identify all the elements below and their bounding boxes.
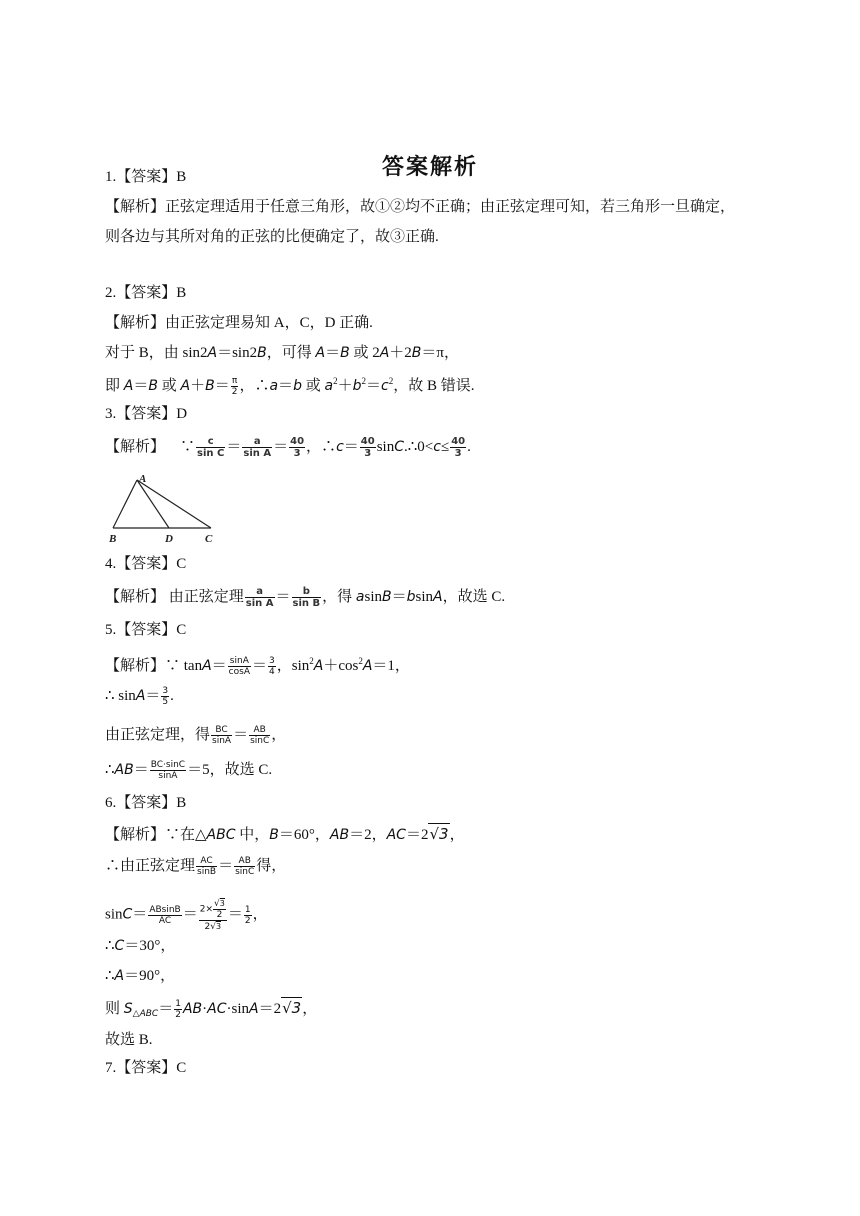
q6-explanation-line4: ∴C＝30°，: [105, 938, 176, 954]
q2-explanation-line3: 即 A＝B 或 A＋B＝ $\frac{\pi}{2}$ ，∴a＝b 或 $a^2+b^2=c^2$，故 B 错误.: [105, 376, 475, 398]
q5-explanation-line4: ∴AB＝ $\frac{BC\cdot\sin C}{\sin A}$ ＝5，故选 C.: [105, 760, 273, 782]
q6-explanation-line7: 故选 B.: [105, 1032, 153, 1048]
q3-explanation: 【解析】 ∵ $\frac{c}{\text{sin C}}$ ＝ $\frac{a}{\text{sin A}}$ ＝ $\frac{40}{3}$ ，∴c＝ $\frac{40}{3}$ sinC.∴0<c≤ $\frac{40}{3}$ .: [105, 436, 471, 459]
bc-sinC-over-sinA-fraction: $\frac{BC\cdot\sin C}{\sin A}$: [150, 760, 186, 782]
three-fifths-fraction: $\frac{3}{5}$: [162, 686, 169, 708]
a-over-sinA-fraction: $\frac{a}{\text{sin A}}$: [245, 586, 274, 609]
q2-explanation-line2: 对于 B，由 sin2A＝sin2B，可得 A＝B 或 2A＋2B＝π，: [105, 345, 459, 361]
q1-answer: 1.【答案】B: [105, 169, 187, 185]
label-d: D: [165, 533, 173, 544]
one-half-fraction: $\frac{1}{2}$: [244, 904, 251, 926]
q5-explanation-line2: ∴ sinA＝ $\frac{3}{5}$ .: [105, 686, 174, 708]
q1-explanation-line1: 【解析】正弦定理适用于任意三角形，故①②均不正确；由正弦定理可知，若三角形一旦确定，: [105, 199, 736, 215]
b-over-sinB-fraction: $\frac{b}{\text{sin B}}$: [292, 586, 321, 609]
q5-explanation-line1: 【解析】∵ tanA＝ $\frac{\sin A}{\cos A}$ ＝ $\frac{3}{4}$ ，$\sin^2A+\cos^2A=1$，: [105, 656, 410, 678]
q2-answer: 2.【答案】B: [105, 285, 187, 301]
side-ac: [137, 480, 211, 528]
q3-answer: 3.【答案】D: [105, 406, 188, 422]
sqrt-3: √3: [429, 825, 449, 843]
ab-over-sinC-fraction: $\frac{AB}{\sin C}$: [250, 725, 270, 747]
label-c: C: [205, 533, 213, 544]
ab-sinB-over-ac-fraction: $\frac{ABsinB}{AC}$: [149, 904, 181, 926]
segment-ad: [137, 480, 169, 528]
forty-thirds-fraction: $\frac{40}{3}$: [451, 436, 466, 459]
label-b: B: [109, 533, 117, 544]
bc-over-sinA-fraction: $\frac{BC}{\sin A}$: [212, 725, 232, 747]
q4-answer: 4.【答案】C: [105, 556, 187, 572]
q6-explanation-line2: ∴由正弦定理 $\frac{AC}{\sin B}$ ＝ $\frac{AB}{\sin C}$ 得，: [105, 856, 287, 878]
forty-thirds-fraction: $\frac{40}{3}$: [290, 436, 305, 459]
q2-explanation-line1: 【解析】由正弦定理易知 A，C，D 正确.: [105, 315, 373, 331]
q6-answer: 6.【答案】B: [105, 795, 187, 811]
q7-answer: 7.【答案】C: [105, 1060, 187, 1076]
q5-explanation-line3: 由正弦定理，得 $\frac{BC}{\sin A}$ ＝ $\frac{AB}{\sin C}$ ，: [105, 725, 287, 747]
q6-explanation-line5: ∴A＝90°，: [105, 968, 176, 984]
sinA-over-cosA-fraction: $\frac{\sin A}{\cos A}$: [228, 656, 250, 678]
q6-explanation-line6: 则 $S_{\triangle ABC}=$ $\frac{1}{2}$ AB·AC·sinA＝2√3，: [105, 999, 318, 1021]
pi-over-2-fraction: $\frac{\pi}{2}$: [231, 376, 238, 398]
three-quarters-fraction: $\frac{3}{4}$: [269, 656, 275, 678]
label-a: A: [139, 473, 147, 485]
nested-root-fraction: 2× $\frac{√3}{2}$ 2√3: [199, 899, 225, 932]
q5-answer: 5.【答案】C: [105, 622, 187, 638]
ab-over-sinC-fraction: $\frac{AB}{\sin C}$: [235, 856, 255, 878]
sqrt-3: √3: [282, 999, 302, 1017]
ac-over-sinB-fraction: $\frac{AC}{\sin B}$: [197, 856, 217, 878]
a-over-sinA-fraction: $\frac{a}{\text{sin A}}$: [243, 436, 272, 459]
q1-explanation-line2: 则各边与其所对角的正弦的比便确定了，故③正确.: [105, 229, 439, 245]
c-over-sinC-fraction: $\frac{c}{\text{sin C}}$: [197, 436, 225, 459]
page-title: 答案解析: [381, 155, 478, 180]
side-ab: [113, 480, 137, 528]
q6-explanation-line3: sinC＝ $\frac{ABsinB}{AC}$ ＝ 2× $\frac{√3}{2}$ 2√3 ＝ $\frac{1}{2}$ ，: [105, 899, 268, 932]
forty-thirds-fraction: $\frac{40}{3}$: [360, 436, 375, 459]
one-half-fraction: $\frac{1}{2}$: [175, 999, 181, 1021]
q6-explanation-line1: 【解析】∵在△ABC 中，B＝60°，AB＝2，AC＝2√3，: [105, 825, 465, 843]
triangle-figure: [105, 472, 225, 544]
q4-explanation: 【解析】 由正弦定理 $\frac{a}{\text{sin A}}$ ＝ $\frac{b}{\text{sin B}}$ ，得 asinB＝bsinA，故选 C.: [105, 586, 506, 609]
